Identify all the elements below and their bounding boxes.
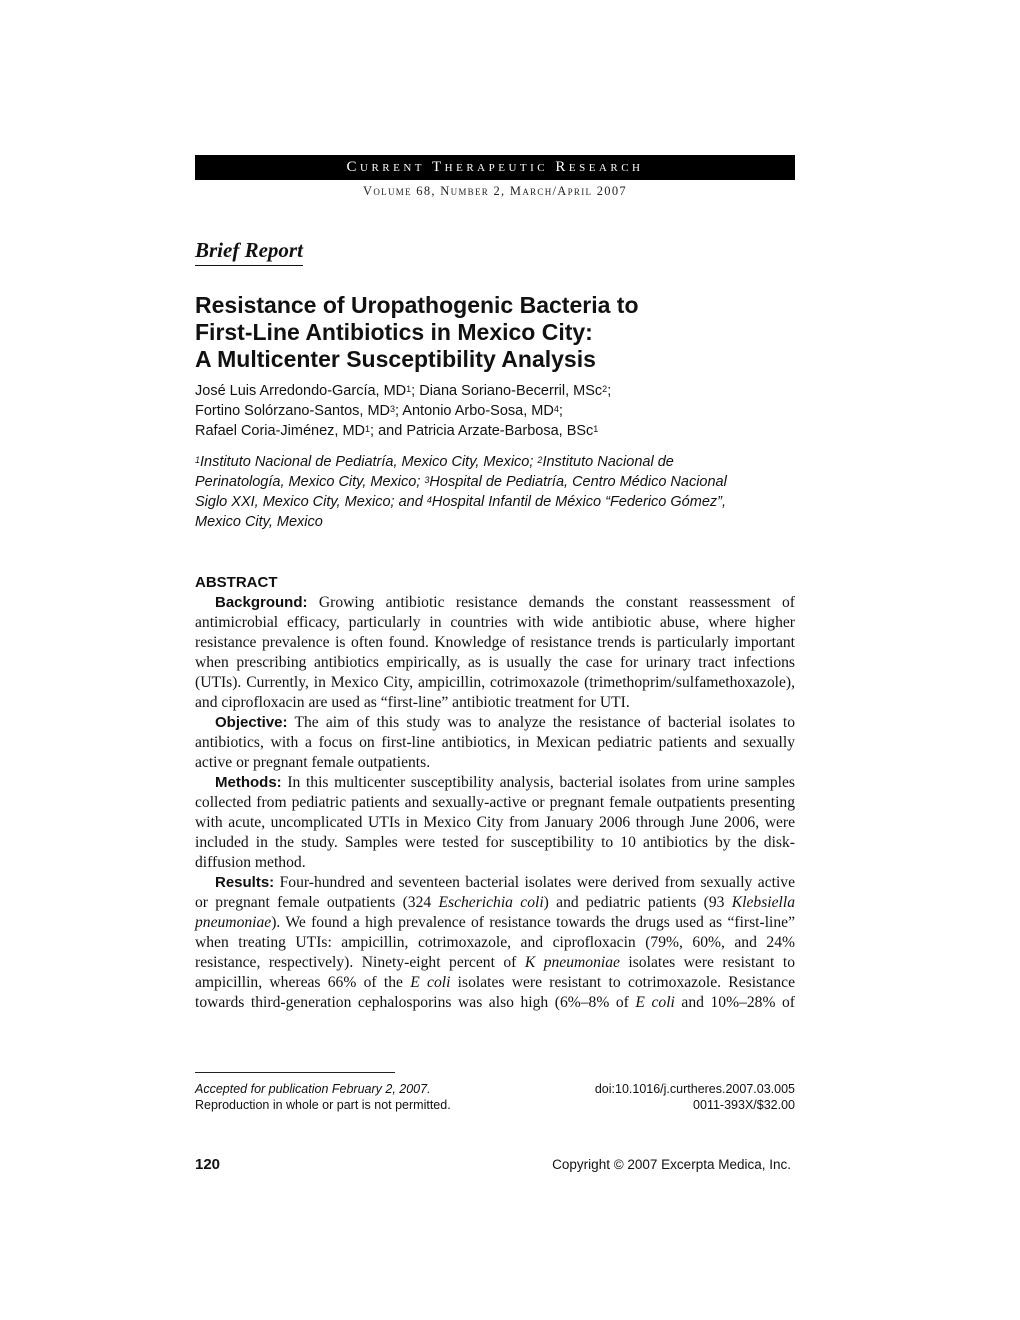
author-separator: ; (607, 383, 612, 399)
methods-label: Methods: (215, 774, 282, 791)
author-name: Fortino Solórzano-Santos, MD (195, 403, 391, 419)
affiliation-marker: 4 (426, 495, 432, 505)
results-text: isolates were resistant to ampicillin, whereas 66% of the (195, 954, 795, 991)
affiliation-marker: 2 (537, 455, 543, 465)
results-text: Four-hundred and seventeen bacterial isolates were derived from sexually active or pregnant female outpatients (324 (195, 874, 795, 911)
issue-info: Volume 68, Number 2, March/April 2007 (363, 184, 627, 198)
affiliation-text: Hospital Infantil de México “Federico Gómez”, (431, 494, 726, 510)
abstract-objective (195, 713, 795, 773)
results-text: ) and pediatric patients (93 (543, 894, 732, 911)
author-name: ; Antonio Arbo-Sosa, MD (395, 403, 554, 419)
affiliation-text: Siglo XXI, Mexico City, Mexico; and (195, 494, 427, 510)
title-line: A Multicenter Susceptibility Analysis (195, 346, 596, 372)
affiliation-text: Instituto Nacional de Pediatría, Mexico City, Mexico; (200, 454, 538, 470)
abstract-heading: ABSTRACT (195, 574, 278, 591)
affiliation-marker: 1 (365, 424, 371, 434)
title-line: Resistance of Uropathogenic Bacteria to (195, 292, 639, 318)
doi-link[interactable]: doi:10.1016/j.curtheres.2007.03.005 (594, 1082, 795, 1096)
footnote-left (195, 1081, 525, 1113)
affiliation-line (195, 492, 795, 512)
footnote-right (535, 1081, 795, 1113)
affiliation-line (195, 472, 795, 492)
affiliation-marker: 2 (602, 384, 608, 394)
author-name: Rafael Coria-Jiménez, MD (195, 423, 366, 439)
author-name: José Luis Arredondo-García, MD (195, 383, 407, 399)
article-title (195, 292, 795, 373)
results-text: ). We found a high prevalence of resistance towards the drugs used as “first-line” when treating UTIs: ampicillin, cotrimoxazole, and ciprofloxacin (79%, 60%, and 24% resistance, respectively). Ninety-eight percent of (195, 914, 795, 971)
affiliation-marker: 1 (195, 455, 201, 465)
species-name: Klebsiella pneumoniae (195, 894, 795, 931)
affiliation-list (195, 452, 795, 532)
objective-text: The aim of this study was to analyze the resistance of bacterial isolates to antibiotics, with a focus on first-line antibiotics, in Mexican pediatric patients and sexually active or pregnant female outpatients. (195, 714, 795, 771)
author-line (195, 401, 795, 421)
abstract-methods (195, 773, 795, 873)
species-name: E coli (410, 974, 451, 991)
background-text: Growing antibiotic resistance demands the constant reassessment of antimicrobial efficacy, particularly in countries with wide antibiotic abuse, where higher resistance prevalence is often found. Knowledge of resistance trends is particularly important when prescribing antibiotics empirically, as is usually the case for urinary tract infections (UTIs). Currently, in Mexico City, ampicillin, cotrimoxazole (trimethoprim/sulfamethoxazole), and ciprofloxacin are used as “first-line” antibiotic treatment for UTI. (195, 594, 795, 711)
page-number: 120 (195, 1156, 221, 1173)
journal-title-bar: Current Therapeutic Research (195, 155, 795, 180)
author-separator: ; (558, 403, 563, 419)
abstract (195, 573, 795, 1013)
affiliation-marker: 3 (424, 475, 430, 485)
species-name: E coli (635, 994, 675, 1011)
author-line (195, 421, 795, 441)
title-line: First-Line Antibiotics in Mexico City: (195, 319, 593, 345)
reproduction-notice: Reproduction in whole or part is not permitted. (195, 1098, 451, 1112)
affiliation-line: Mexico City, Mexico (195, 514, 323, 530)
objective-label: Objective: (215, 714, 288, 731)
affiliation-text: Instituto Nacional de (542, 454, 674, 470)
author-list (195, 381, 795, 441)
affiliation-text: Perinatología, Mexico City, Mexico; (195, 474, 425, 490)
species-name: Escherichia coli (438, 894, 544, 911)
affiliation-marker: 4 (553, 404, 559, 414)
background-label: Background: (215, 594, 308, 611)
abstract-background (195, 593, 795, 713)
affiliation-marker: 1 (593, 424, 599, 434)
affiliation-marker: 1 (406, 384, 412, 394)
affiliation-line (195, 452, 795, 472)
results-label: Results: (215, 874, 275, 891)
results-text: and 10%–28% of (674, 994, 795, 1011)
abstract-results (195, 873, 795, 1013)
issn-price: 0011-393X/$32.00 (693, 1098, 795, 1112)
species-name: K pneumoniae (524, 954, 620, 971)
section-label: Brief Report (195, 238, 303, 266)
affiliation-text: Hospital de Pediatría, Centro Médico Nacional (429, 474, 727, 490)
accepted-date: Accepted for publication February 2, 2007. (195, 1082, 431, 1096)
results-text: isolates were resistant to cotrimoxazole. Resistance towards third-generation cephalosporins was also high (6%–8% of (195, 974, 795, 1011)
author-name: ; Diana Soriano-Becerril, MSc (411, 383, 603, 399)
methods-text: In this multicenter susceptibility analysis, bacterial isolates from urine samples collected from pediatric patients and sexually-active or pregnant female outpatients presenting with acute, uncomplicated UTIs in Mexico City from January 2006 through June 2006, were included in the study. Samples were tested for susceptibility to 10 antibiotics by the disk-diffusion method. (195, 774, 795, 871)
affiliation-marker: 3 (390, 404, 396, 414)
footnote-divider (195, 1072, 395, 1073)
copyright-notice: Copyright © 2007 Excerpta Medica, Inc. (552, 1157, 791, 1172)
author-line (195, 381, 795, 401)
author-name: ; and Patricia Arzate-Barbosa, BSc (370, 423, 594, 439)
